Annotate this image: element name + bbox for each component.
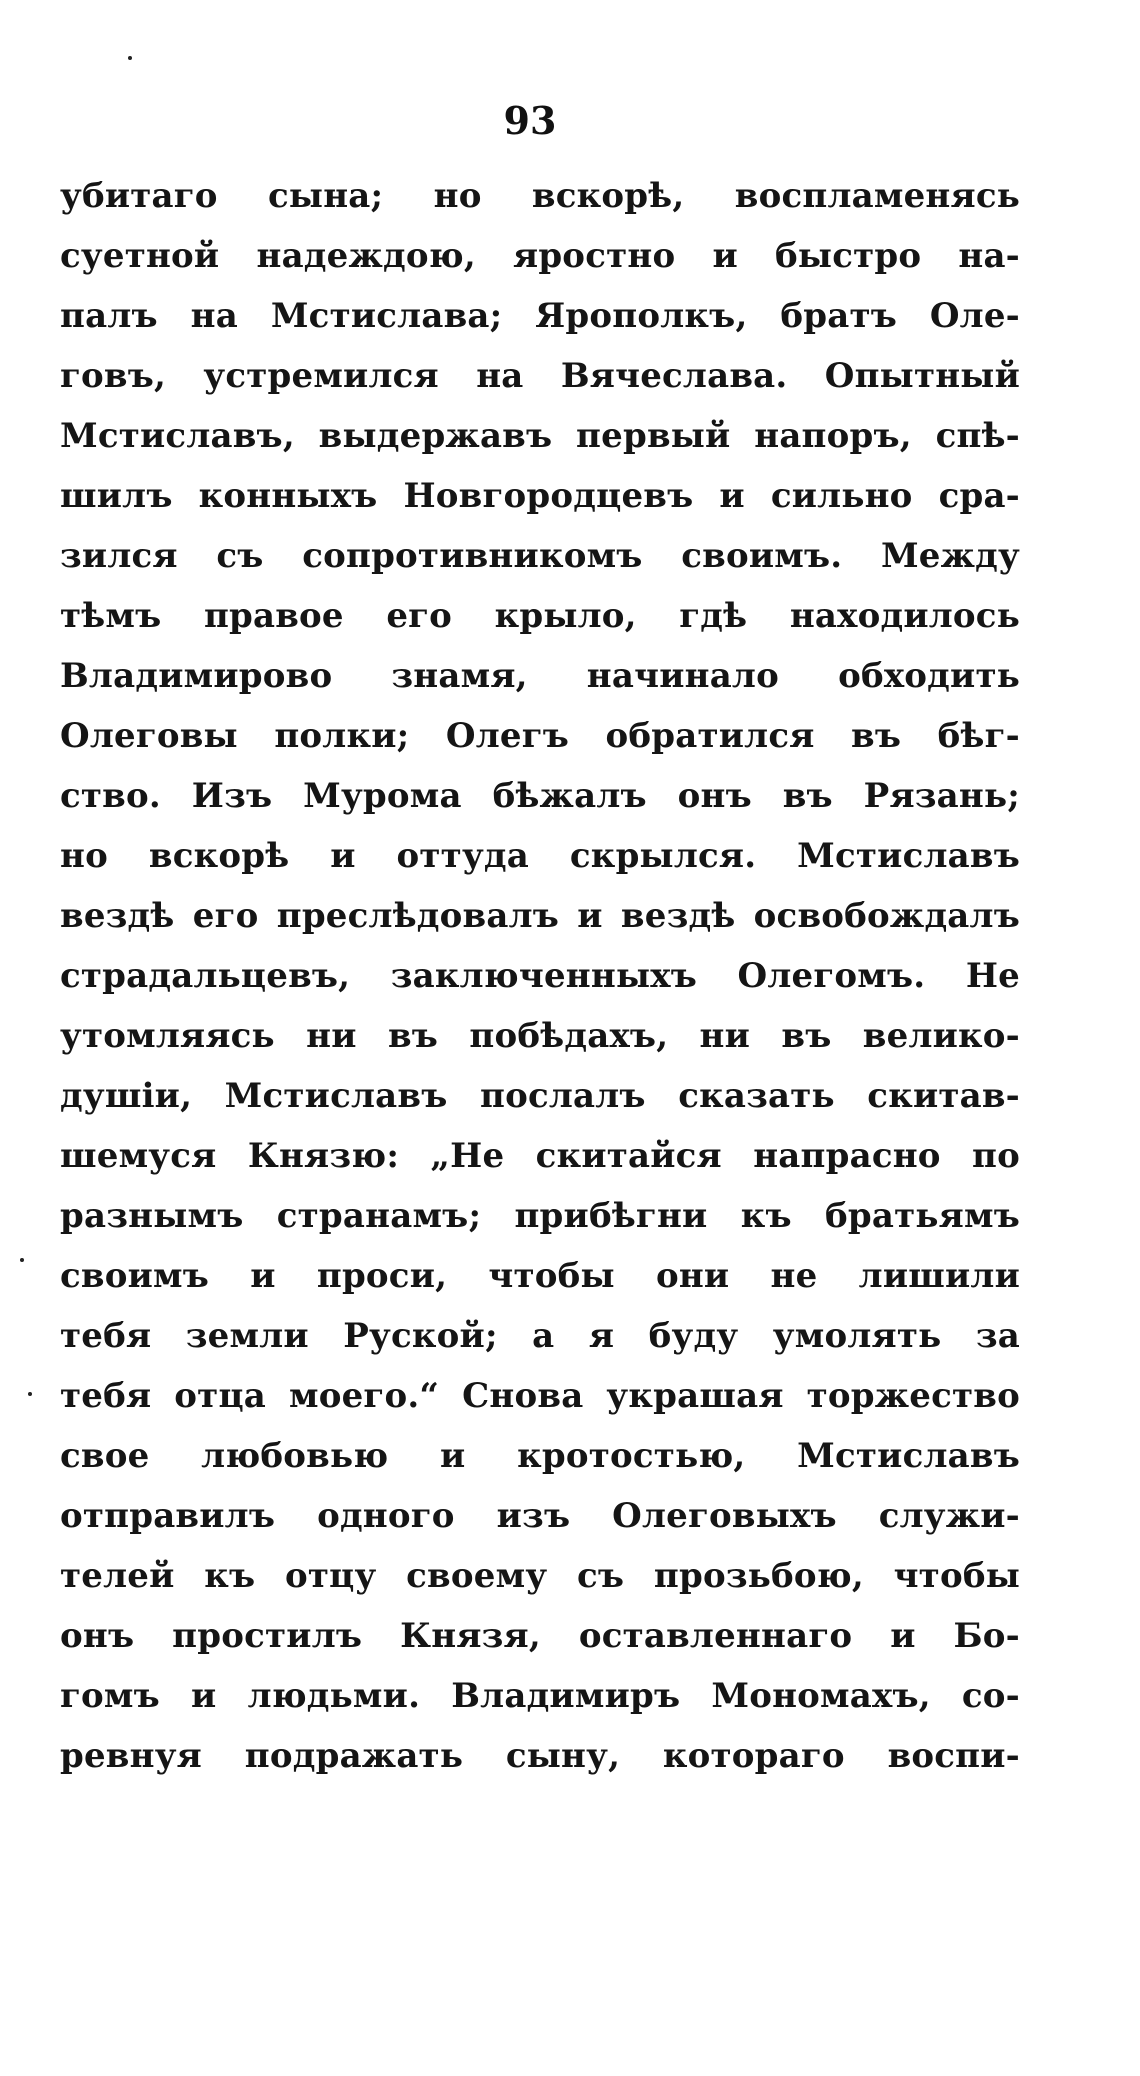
- text-line: шемуся Князю: „Не скитайся напрасно по: [60, 1136, 1020, 1176]
- text-line: ство. Изъ Мурома бѣжалъ онъ въ Рязань;: [60, 776, 1020, 816]
- text-line: убитаго сына; но вскорѣ, воспламенясь: [60, 176, 1020, 216]
- text-line: тебя земли Руской; а я буду умолять за: [60, 1316, 1020, 1356]
- text-line: своимъ и проси, чтобы они не лишили: [60, 1256, 1020, 1296]
- text-line: ревнуя подражать сыну, котораго воспи-: [60, 1736, 1020, 1776]
- text-line: онъ простилъ Князя, оставленнаго и Бо-: [60, 1616, 1020, 1656]
- text-line: гомъ и людьми. Владимиръ Мономахъ, со-: [60, 1676, 1020, 1716]
- text-line: тѣмъ правое его крыло, гдѣ находилось: [60, 596, 1020, 636]
- text-line: Олеговы полки; Олегъ обратился въ бѣг-: [60, 716, 1020, 756]
- text-line: душіи, Мстиславъ послалъ сказать скитав-: [60, 1076, 1020, 1116]
- text-line: Владимирово знамя, начинало обходить: [60, 656, 1020, 696]
- text-line: суетной надеждою, яростно и быстро на-: [60, 236, 1020, 276]
- text-line: но вскорѣ и оттуда скрылся. Мстиславъ: [60, 836, 1020, 876]
- text-line: отправилъ одного изъ Олеговыхъ служи-: [60, 1496, 1020, 1536]
- text-line: шилъ конныхъ Новгородцевъ и сильно сра-: [60, 476, 1020, 516]
- text-line: телей къ отцу своему съ прозьбою, чтобы: [60, 1556, 1020, 1596]
- print-speck: [28, 1392, 32, 1396]
- text-line: тебя отца моего.“ Снова украшая торжество: [60, 1376, 1020, 1416]
- text-line: свое любовью и кротостью, Мстиславъ: [60, 1436, 1020, 1476]
- body-text: [60, 166, 1020, 1786]
- text-line: зился съ сопротивникомъ своимъ. Между: [60, 536, 1020, 576]
- print-speck: [128, 56, 132, 60]
- text-line: вездѣ его преслѣдовалъ и вездѣ освобождалъ: [60, 896, 1020, 936]
- text-line: утомляясь ни въ побѣдахъ, ни въ велико-: [60, 1016, 1020, 1056]
- page-number: 93: [503, 98, 557, 143]
- text-line: страдальцевъ, заключенныхъ Олегомъ. Не: [60, 956, 1020, 996]
- text-line: говъ, устремился на Вячеслава. Опытный: [60, 356, 1020, 396]
- text-line: Мстиславъ, выдержавъ первый напоръ, спѣ-: [60, 416, 1020, 456]
- text-line: разнымъ странамъ; прибѣгни къ братьямъ: [60, 1196, 1020, 1236]
- text-line: палъ на Мстислава; Ярополкъ, братъ Оле-: [60, 296, 1020, 336]
- print-speck: [20, 1258, 24, 1262]
